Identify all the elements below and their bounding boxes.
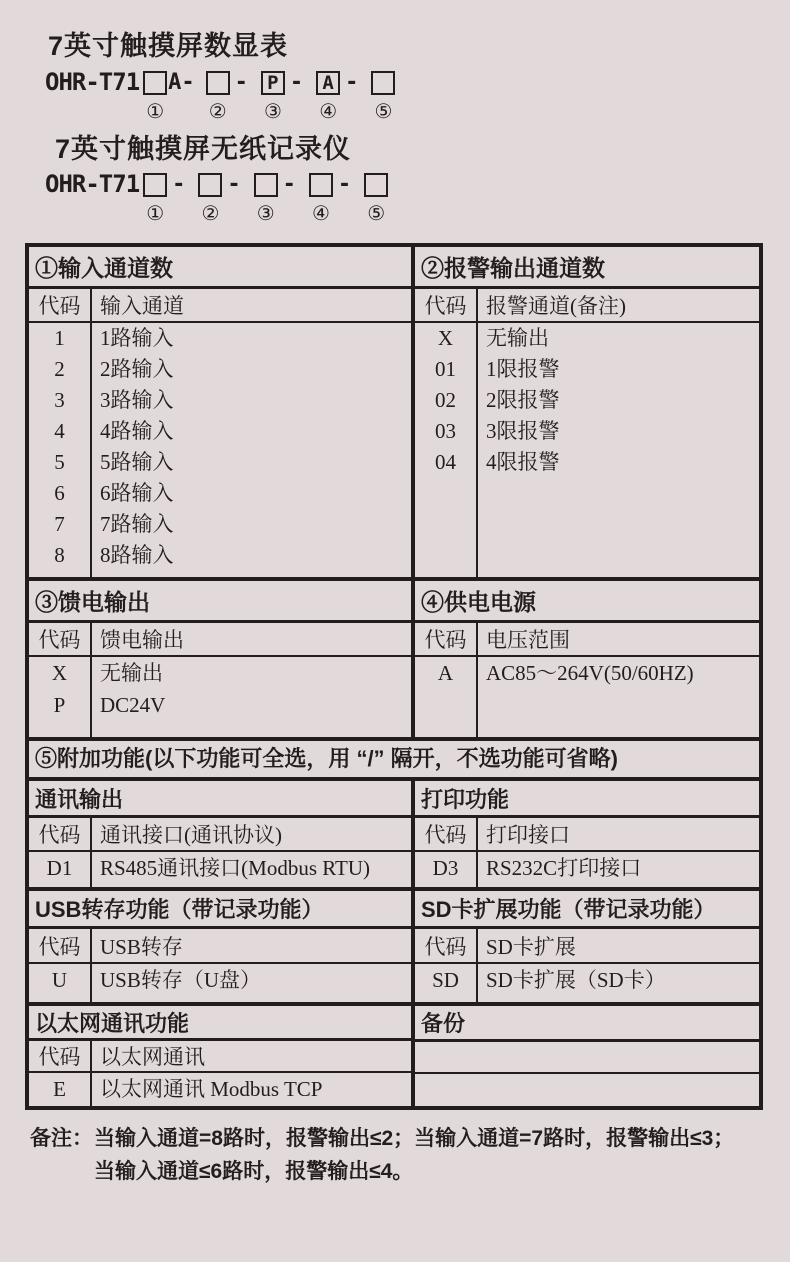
block-excitation-power	[29, 577, 759, 737]
code-box	[364, 173, 388, 197]
data-rows	[29, 852, 411, 887]
column-header-row	[29, 623, 411, 657]
row-code: X	[437, 326, 454, 350]
row-code: 4	[54, 419, 65, 443]
model-segment-5	[364, 171, 388, 224]
row-desc: 7路输入	[100, 512, 174, 536]
row-code: U	[51, 968, 68, 992]
row-code: 8	[54, 543, 65, 567]
col-header-code: 代码	[415, 623, 478, 655]
code-column	[29, 657, 92, 737]
row-code: 02	[435, 388, 456, 412]
column-header-row	[415, 623, 759, 657]
code-box	[143, 173, 167, 197]
circled-number: ④	[311, 201, 330, 225]
segment-dash: -	[234, 70, 248, 95]
segment-dash: -	[282, 172, 296, 197]
section-header: 备份	[415, 1006, 759, 1042]
section-header: USB转存功能（带记录功能）	[29, 891, 411, 929]
section-header: 打印功能	[415, 781, 759, 818]
product-title-digital-display: 7英寸触摸屏数显表	[48, 31, 289, 61]
row-desc: DC24V	[100, 693, 166, 717]
code-box	[371, 71, 395, 95]
code-column	[415, 964, 478, 1002]
row-desc: 无输出	[486, 326, 549, 350]
row-desc: 1路输入	[100, 326, 174, 350]
model-segment-2	[206, 69, 252, 122]
data-rows	[415, 657, 759, 737]
col-header-desc: SD卡扩展	[486, 934, 576, 959]
model-segment-5	[371, 69, 395, 122]
segment-dash: -	[172, 172, 186, 197]
section-print-function	[415, 781, 759, 887]
col-header-code: 代码	[29, 929, 92, 962]
model-code-line-2	[45, 171, 397, 224]
row-code: D3	[432, 856, 459, 880]
col-header-desc: USB转存	[100, 934, 183, 959]
section-header: ⑤附加功能(以下功能可全选，用 “/” 隔开，不选功能可省略)	[35, 746, 618, 771]
segment-dash: -	[227, 172, 241, 197]
desc-column	[92, 964, 411, 1002]
code-box	[143, 71, 167, 95]
code-column	[415, 323, 478, 577]
col-header-code: 代码	[415, 818, 478, 850]
row-code: 6	[54, 481, 65, 505]
section-comm-output	[29, 781, 415, 887]
model-segment-2	[198, 171, 244, 224]
col-header-code: 代码	[29, 289, 92, 321]
footnote-body	[94, 1122, 734, 1188]
data-rows	[415, 852, 759, 887]
data-rows	[415, 964, 759, 1002]
circled-number: ③	[256, 201, 275, 225]
model-code-line-1	[45, 69, 404, 122]
code-box: P	[261, 71, 285, 95]
row-code: A	[437, 661, 454, 685]
section-power-supply	[415, 581, 759, 737]
column-header-row	[29, 929, 411, 964]
row-desc: 8路输入	[100, 543, 174, 567]
segment-dash: -	[337, 172, 352, 197]
section-backup	[415, 1006, 759, 1106]
row-desc: 2路输入	[100, 357, 174, 381]
data-rows	[29, 1073, 411, 1106]
data-rows	[29, 323, 411, 577]
model-prefix: OHR-T71	[45, 68, 140, 96]
circled-number: ①	[146, 99, 165, 123]
data-rows	[415, 323, 759, 577]
section-header: ②报警输出通道数	[415, 247, 759, 289]
row-desc: 无输出	[100, 661, 163, 685]
col-header-code: 代码	[29, 818, 92, 850]
footnote-label: 备注：	[30, 1127, 93, 1150]
col-header-code: 代码	[29, 1041, 92, 1071]
code-box	[206, 71, 230, 95]
desc-column	[478, 323, 759, 577]
desc-column	[478, 964, 759, 1002]
row-code: 7	[54, 512, 65, 536]
row-code: D1	[46, 856, 73, 880]
block-additional-functions-header	[29, 737, 759, 777]
section-alarm-channels	[415, 247, 759, 577]
model-segment-1	[143, 171, 189, 224]
col-header-code: 代码	[415, 929, 478, 962]
row-desc: 1限报警	[486, 357, 560, 381]
col-header-desc: 电压范围	[486, 628, 570, 652]
row-code: SD	[432, 968, 459, 992]
row-code: 2	[54, 357, 65, 381]
row-code: P	[53, 693, 66, 717]
column-header-row	[29, 818, 411, 852]
row-desc: 2限报警	[486, 388, 560, 412]
col-header-desc: 以太网通讯	[100, 1045, 205, 1069]
model-prefix: OHR-T71	[45, 170, 140, 198]
col-header-desc: 报警通道(备注)	[486, 294, 626, 318]
block-comm-print	[29, 777, 759, 887]
block-usb-sd	[29, 887, 759, 1002]
row-code: 5	[54, 450, 65, 474]
section-ethernet-comm	[29, 1006, 415, 1106]
section-header: 以太网通讯功能	[29, 1006, 411, 1041]
segment-dash: -	[345, 70, 359, 95]
section-sd-expansion	[415, 891, 759, 1002]
row-desc: 以太网通讯 Modbus TCP	[100, 1077, 323, 1101]
segment-suffix: A-	[168, 70, 195, 95]
section-header: ③馈电输出	[29, 581, 411, 623]
empty-row	[415, 1074, 759, 1106]
desc-column	[92, 657, 411, 737]
col-header-desc: 馈电输出	[100, 628, 184, 652]
footnote-line: 当输入通道≤6路时，报警输出≤4。	[94, 1160, 414, 1183]
code-column	[29, 852, 92, 887]
circled-number: ②	[208, 99, 227, 123]
row-desc: 3限报警	[486, 419, 560, 443]
row-desc: 5路输入	[100, 450, 174, 474]
row-code: 01	[435, 357, 456, 381]
block-ethernet-backup	[29, 1002, 759, 1106]
col-header-code: 代码	[415, 289, 478, 321]
row-code: X	[51, 661, 68, 685]
data-rows	[29, 657, 411, 737]
desc-column	[92, 323, 411, 577]
row-desc: RS485通讯接口(Modbus RTU)	[100, 856, 371, 880]
footnote	[30, 1122, 775, 1188]
row-code: E	[53, 1077, 66, 1101]
col-header-desc: 打印接口	[486, 823, 570, 847]
code-box	[309, 173, 333, 197]
product-title-paperless-recorder: 7英寸触摸屏无纸记录仪	[55, 134, 352, 164]
circled-number: ③	[263, 99, 282, 123]
column-header-row	[415, 289, 759, 323]
circled-number: ⑤	[374, 99, 393, 123]
row-code: 03	[435, 419, 456, 443]
row-desc: 4路输入	[100, 419, 174, 443]
footnote-line: 当输入通道=8路时，报警输出≤2；当输入通道=7路时，报警输出≤3；	[94, 1127, 735, 1150]
code-box	[254, 173, 278, 197]
model-selection-table	[25, 243, 763, 1110]
code-column	[29, 964, 92, 1002]
row-desc: SD卡扩展（SD卡）	[486, 968, 666, 992]
code-column	[29, 1073, 92, 1106]
row-desc: 6路输入	[100, 481, 174, 505]
row-desc: AC85～264V(50/60HZ)	[486, 661, 694, 685]
column-header-row	[29, 289, 411, 323]
col-header-desc: 通讯接口(通讯协议)	[100, 823, 282, 847]
code-box	[198, 173, 222, 197]
circled-number: ①	[146, 201, 165, 225]
model-segment-1	[143, 69, 197, 122]
col-header-code: 代码	[29, 623, 92, 655]
row-desc: 4限报警	[486, 450, 560, 474]
model-segment-3	[254, 171, 300, 224]
block-input-alarm	[29, 247, 759, 577]
row-code: 04	[435, 450, 456, 474]
desc-column	[478, 852, 759, 887]
section-header: ①输入通道数	[29, 247, 411, 289]
circled-number: ②	[201, 201, 220, 225]
row-desc: RS232C打印接口	[486, 856, 642, 880]
data-rows	[29, 964, 411, 1002]
row-code: 1	[54, 326, 65, 350]
section-header: ④供电电源	[415, 581, 759, 623]
column-header-row	[29, 1041, 411, 1073]
model-segment-4	[309, 171, 355, 224]
column-header-row	[415, 929, 759, 964]
code-box: A	[316, 71, 340, 95]
row-desc: USB转存（U盘）	[100, 968, 262, 992]
section-excitation-output	[29, 581, 415, 737]
col-header-desc: 输入通道	[100, 294, 184, 318]
desc-column	[478, 657, 759, 737]
circled-number: ⑤	[367, 201, 386, 225]
empty-row	[415, 1042, 759, 1074]
section-header: SD卡扩展功能（带记录功能）	[415, 891, 759, 929]
row-desc: 3路输入	[100, 388, 174, 412]
code-column	[29, 323, 92, 577]
model-segment-4	[316, 69, 362, 122]
section-input-channels	[29, 247, 415, 577]
desc-column	[92, 1073, 411, 1106]
row-code: 3	[54, 388, 65, 412]
segment-dash: -	[289, 70, 304, 95]
desc-column	[92, 852, 411, 887]
section-usb-transfer	[29, 891, 415, 1002]
code-column	[415, 657, 478, 737]
circled-number: ④	[319, 99, 338, 123]
code-column	[415, 852, 478, 887]
column-header-row	[415, 818, 759, 852]
model-segment-3	[261, 69, 307, 122]
section-header: 通讯输出	[29, 781, 411, 818]
